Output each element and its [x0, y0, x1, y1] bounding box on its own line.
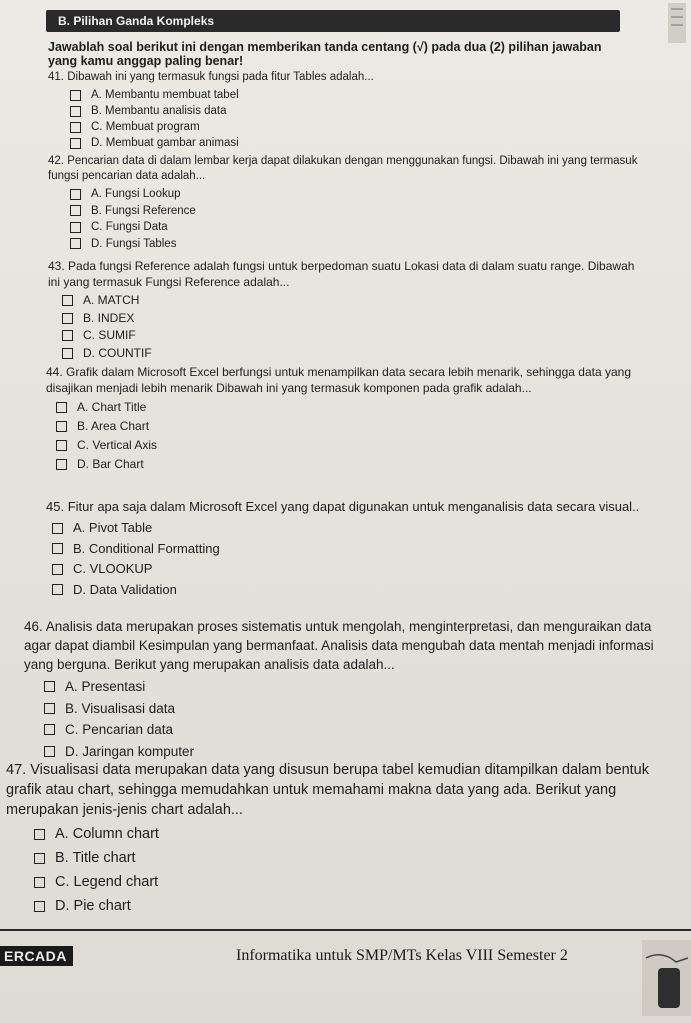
- checkbox[interactable]: [56, 421, 67, 432]
- question-44: [46, 364, 646, 474]
- checkbox[interactable]: [44, 746, 55, 757]
- option-a[interactable]: [56, 398, 646, 417]
- option-label: D. Jaringan komputer: [65, 743, 195, 759]
- checkbox[interactable]: [52, 584, 63, 595]
- checkbox[interactable]: [52, 543, 63, 554]
- side-tab-decoration-icon: [642, 940, 691, 1016]
- question-43: [48, 258, 648, 362]
- option-label: B. Conditional Formatting: [73, 540, 220, 556]
- option-label: D. COUNTIF: [83, 345, 152, 360]
- checkbox[interactable]: [44, 681, 55, 692]
- option-list: [46, 398, 646, 474]
- checkbox[interactable]: [62, 295, 73, 306]
- option-b[interactable]: [44, 698, 674, 720]
- question-text: [46, 364, 646, 396]
- question-41: [48, 70, 658, 151]
- checkbox[interactable]: [52, 564, 63, 575]
- question-number: 42.: [48, 155, 64, 167]
- checkbox[interactable]: [56, 440, 67, 451]
- option-label: A. Pivot Table: [73, 520, 153, 535]
- checkbox[interactable]: [52, 523, 63, 534]
- checkbox[interactable]: [62, 313, 73, 324]
- option-label: C. SUMIF: [83, 328, 136, 342]
- option-label: C. Pencarian data: [65, 722, 174, 737]
- checkbox[interactable]: [34, 829, 45, 840]
- option-b[interactable]: [34, 846, 686, 870]
- option-b[interactable]: [62, 310, 648, 328]
- option-label: D. Pie chart: [55, 898, 131, 914]
- checkbox[interactable]: [34, 901, 45, 912]
- option-list: [48, 292, 648, 362]
- option-c[interactable]: [56, 436, 646, 455]
- question-text: [6, 760, 686, 820]
- option-d[interactable]: [56, 455, 646, 474]
- option-c[interactable]: [44, 719, 674, 741]
- checkbox[interactable]: [44, 703, 55, 714]
- question-prompt: Analisis data merupakan proses sistematis untuk mengolah, menginterpretasi, dan menguraikan data agar dapat diambil Kesimpulan yang bermanfaat. Analisis data mengubah data mentah menjadi informasi yang berguna. Berikut yang merupakan analisis data adalah...: [24, 619, 654, 672]
- option-list: [24, 676, 674, 762]
- question-42: [48, 154, 653, 252]
- checkbox[interactable]: [70, 222, 81, 233]
- option-list: [48, 186, 653, 252]
- option-label: A. Presentasi: [65, 679, 146, 694]
- question-text: [46, 498, 661, 516]
- option-b[interactable]: [52, 539, 661, 560]
- footer-brand-badge: ERCADA: [0, 946, 73, 966]
- option-c[interactable]: [70, 219, 653, 236]
- option-label: C. VLOOKUP: [73, 561, 153, 576]
- option-label: C. Legend chart: [55, 874, 159, 890]
- option-list: [46, 518, 661, 600]
- option-b[interactable]: [70, 103, 658, 119]
- option-label: C. Membuat program: [91, 121, 200, 133]
- question-45: [46, 498, 661, 600]
- checkbox[interactable]: [62, 330, 73, 341]
- option-label: A. Fungsi Lookup: [91, 188, 181, 200]
- option-c[interactable]: [62, 327, 648, 345]
- checkbox[interactable]: [70, 106, 81, 117]
- checkbox[interactable]: [70, 122, 81, 133]
- option-c[interactable]: [34, 870, 686, 894]
- checkbox[interactable]: [56, 402, 67, 413]
- checkbox[interactable]: [70, 205, 81, 216]
- checkbox[interactable]: [34, 877, 45, 888]
- option-label: A. Membantu membuat tabel: [91, 89, 239, 101]
- option-label: A. Column chart: [55, 826, 159, 842]
- option-d[interactable]: [62, 345, 648, 363]
- option-label: D. Fungsi Tables: [91, 237, 177, 250]
- section-header: B. Pilihan Ganda Kompleks: [46, 10, 620, 32]
- question-number: 45.: [46, 499, 65, 514]
- footer-divider: [0, 929, 691, 931]
- footer-book-title: Informatika untuk SMP/MTs Kelas VIII Semester 2: [236, 947, 568, 964]
- question-number: 47.: [6, 762, 27, 778]
- option-label: D. Membuat gambar animasi: [91, 137, 239, 149]
- option-d[interactable]: [70, 236, 653, 253]
- question-text: [48, 70, 658, 85]
- option-c[interactable]: [70, 119, 658, 135]
- question-47: [6, 760, 686, 918]
- option-label: A. Chart Title: [77, 400, 147, 414]
- option-a[interactable]: [34, 822, 686, 846]
- page-corner-mark-icon: [668, 3, 686, 43]
- option-a[interactable]: [70, 186, 653, 203]
- question-prompt: Visualisasi data merupakan data yang disusun berupa tabel kemudian ditampilkan dalam bentuk grafik atau chart, sehingga memudahkan untuk memahami makna data yang ada. Berikut yang merupakan jenis-jenis chart adalah...: [6, 762, 649, 818]
- option-label: C. Vertical Axis: [77, 438, 158, 452]
- option-label: D. Data Validation: [73, 581, 177, 597]
- option-a[interactable]: [44, 676, 674, 698]
- option-label: B. Area Chart: [77, 419, 150, 433]
- option-b[interactable]: [70, 203, 653, 220]
- question-text: [24, 617, 674, 674]
- option-c[interactable]: [52, 559, 661, 580]
- option-label: B. Visualisasi data: [65, 700, 176, 716]
- question-prompt: Pada fungsi Reference adalah fungsi untuk berpedoman suatu Lokasi data di dalam suatu range. Dibawah ini yang termasuk Fungsi Reference adalah...: [48, 259, 635, 289]
- checkbox[interactable]: [70, 90, 81, 101]
- checkbox[interactable]: [62, 348, 73, 359]
- question-text: [48, 154, 653, 184]
- checkbox[interactable]: [70, 138, 81, 149]
- option-list: [6, 822, 686, 918]
- checkbox[interactable]: [70, 238, 81, 249]
- option-label: B. INDEX: [83, 310, 135, 325]
- option-label: B. Fungsi Reference: [91, 204, 196, 217]
- checkbox[interactable]: [34, 853, 45, 864]
- option-a[interactable]: [62, 292, 648, 310]
- checkbox[interactable]: [44, 724, 55, 735]
- question-number: 43.: [48, 259, 65, 273]
- instructions: [48, 40, 628, 68]
- option-label: D. Bar Chart: [77, 457, 144, 471]
- option-label: B. Title chart: [55, 850, 136, 866]
- checkbox[interactable]: [56, 459, 67, 470]
- question-prompt: Fitur apa saja dalam Microsoft Excel yang dapat digunakan untuk menganalisis data secara visual..: [67, 499, 640, 514]
- option-label: C. Fungsi Data: [91, 221, 168, 233]
- instructions-line-2: yang kamu anggap paling benar!: [48, 54, 244, 68]
- option-a[interactable]: [52, 518, 661, 539]
- question-prompt: Grafik dalam Microsoft Excel berfungsi untuk menampilkan data secara lebih menarik, sehingga data yang disajikan menjadi lebih menarik Dibawah ini yang termasuk komponen pada grafik adalah...: [46, 365, 631, 395]
- question-number: 41.: [48, 71, 64, 83]
- option-d[interactable]: [44, 741, 674, 763]
- option-label: B. Membantu analisis data: [91, 105, 227, 117]
- option-b[interactable]: [56, 417, 646, 436]
- option-label: A. MATCH: [83, 293, 140, 307]
- option-d[interactable]: [52, 580, 661, 601]
- question-number: 46.: [24, 619, 43, 634]
- question-46: [24, 617, 674, 762]
- option-a[interactable]: [70, 87, 658, 103]
- question-text: [48, 258, 648, 290]
- question-prompt: Dibawah ini yang termasuk fungsi pada fitur Tables adalah...: [67, 71, 374, 83]
- option-d[interactable]: [34, 894, 686, 918]
- checkbox[interactable]: [70, 189, 81, 200]
- option-d[interactable]: [70, 135, 658, 151]
- option-list: [48, 87, 658, 151]
- instructions-line-1: Jawablah soal berikut ini dengan memberikan tanda centang (√) pada dua (2) pilihan jawaban: [48, 40, 602, 54]
- question-number: 44.: [46, 365, 63, 379]
- question-prompt: Pencarian data di dalam lembar kerja dapat dilakukan dengan menggunakan fungsi. Dibawah ini yang termasuk fungsi pencarian data adalah...: [48, 155, 638, 182]
